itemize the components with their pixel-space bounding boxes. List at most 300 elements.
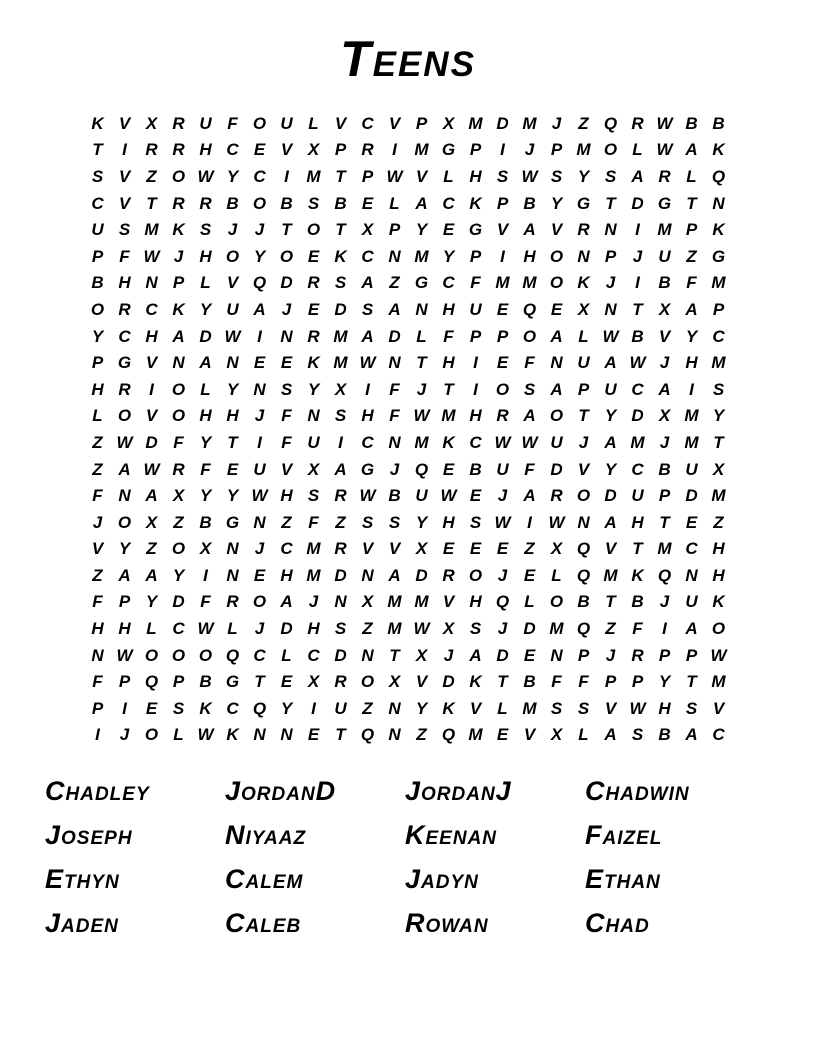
grid-letter-r22-c1: F [92, 672, 103, 692]
grid-letter-r3-c24: Q [711, 166, 726, 186]
grid-letter-r24-c3: O [144, 725, 159, 745]
grid-letter-r22-c5: B [199, 672, 212, 692]
grid-letter-r14-c11: G [360, 459, 375, 479]
grid-letter-r3-c7: C [253, 166, 266, 186]
grid-letter-r10-c6: N [226, 353, 239, 373]
grid-letter-r21-c24: W [710, 645, 727, 665]
grid-letter-r6-c9: E [307, 246, 320, 266]
grid-letter-r2-c16: I [500, 140, 505, 160]
grid-letter-r6-c7: Y [253, 246, 266, 266]
grid-letter-r9-c8: N [280, 326, 293, 346]
grid-letter-r16-c15: S [469, 512, 482, 532]
grid-letter-r17-c23: C [685, 539, 698, 559]
word-list-item: Keenan [405, 820, 498, 851]
grid-letter-r6-c2: F [119, 246, 130, 266]
grid-letter-r12-c23: M [684, 406, 699, 426]
grid-letter-r11-c5: L [200, 379, 211, 399]
grid-letter-r11-c9: Y [307, 379, 320, 399]
word-list-item: Jadyn [405, 864, 479, 895]
grid-letter-r24-c14: Q [441, 725, 456, 745]
grid-letter-r23-c6: C [226, 698, 239, 718]
grid-letter-r13-c13: M [414, 432, 429, 452]
grid-letter-r10-c10: M [333, 353, 348, 373]
grid-letter-r9-c17: O [522, 326, 537, 346]
grid-letter-r15-c6: Y [226, 486, 239, 506]
grid-letter-r8-c14: H [442, 299, 455, 319]
grid-letter-r7-c21: I [635, 273, 640, 293]
grid-letter-r24-c21: S [631, 725, 644, 745]
grid-letter-r18-c9: M [306, 565, 321, 585]
grid-letter-r21-c21: R [631, 645, 644, 665]
grid-letter-r5-c18: V [550, 220, 563, 240]
grid-letter-r13-c3: D [145, 432, 158, 452]
grid-letter-r11-c20: U [604, 379, 617, 399]
grid-letter-r5-c4: K [172, 220, 185, 240]
grid-letter-r14-c24: X [712, 459, 725, 479]
grid-letter-r7-c12: Z [389, 273, 400, 293]
grid-letter-r12-c10: S [334, 406, 347, 426]
grid-letter-r16-c24: Z [713, 512, 724, 532]
word-list-item: Calem [225, 864, 304, 895]
grid-letter-r4-c17: B [523, 193, 536, 213]
grid-letter-r24-c15: M [468, 725, 483, 745]
grid-letter-r13-c19: J [578, 432, 589, 452]
grid-letter-r21-c7: C [253, 645, 266, 665]
grid-letter-r24-c7: N [253, 725, 266, 745]
grid-letter-r11-c18: A [550, 379, 563, 399]
grid-letter-r17-c16: E [496, 539, 509, 559]
grid-letter-r10-c13: T [416, 353, 427, 373]
grid-letter-r14-c8: V [280, 459, 293, 479]
grid-letter-r14-c23: U [685, 459, 698, 479]
grid-letter-r14-c22: B [658, 459, 671, 479]
grid-letter-r7-c9: R [307, 273, 320, 293]
grid-letter-r23-c21: W [629, 698, 646, 718]
grid-letter-r23-c13: Y [415, 698, 428, 718]
grid-letter-r24-c24: C [712, 725, 725, 745]
grid-letter-r15-c16: J [497, 486, 508, 506]
grid-letter-r2-c9: X [307, 140, 320, 160]
grid-letter-r20-c1: H [91, 619, 104, 639]
grid-letter-r13-c23: M [684, 432, 699, 452]
grid-letter-r1-c23: B [685, 113, 698, 133]
grid-letter-r18-c16: J [497, 565, 508, 585]
grid-letter-r11-c19: P [577, 379, 590, 399]
grid-letter-r10-c2: G [117, 353, 132, 373]
grid-letter-r6-c14: Y [442, 246, 455, 266]
grid-letter-r17-c20: V [604, 539, 617, 559]
grid-letter-r5-c6: J [227, 220, 238, 240]
grid-letter-r21-c2: W [116, 645, 133, 665]
grid-letter-r1-c20: Q [603, 113, 618, 133]
grid-letter-r3-c9: M [306, 166, 321, 186]
grid-letter-r5-c2: S [118, 220, 131, 240]
grid-letter-r11-c22: A [658, 379, 671, 399]
grid-letter-r8-c24: P [712, 299, 725, 319]
grid-letter-r14-c5: F [200, 459, 211, 479]
grid-letter-r2-c12: I [392, 140, 397, 160]
grid-letter-r22-c18: F [551, 672, 562, 692]
grid-letter-r16-c22: T [659, 512, 670, 532]
grid-letter-r21-c15: A [469, 645, 482, 665]
grid-letter-r8-c9: E [307, 299, 320, 319]
grid-letter-r22-c17: B [523, 672, 536, 692]
grid-letter-r9-c10: M [333, 326, 348, 346]
word-list-item: Chad [585, 908, 650, 939]
grid-letter-r23-c23: S [685, 698, 698, 718]
grid-letter-r10-c11: W [359, 353, 376, 373]
grid-letter-r23-c4: S [172, 698, 185, 718]
grid-letter-r6-c16: I [500, 246, 505, 266]
grid-letter-r12-c12: F [389, 406, 400, 426]
grid-letter-r24-c19: L [578, 725, 589, 745]
grid-letter-r23-c22: H [658, 698, 671, 718]
grid-letter-r20-c4: C [172, 619, 185, 639]
grid-letter-r5-c8: T [281, 220, 292, 240]
grid-letter-r5-c12: P [388, 220, 401, 240]
grid-letter-r12-c20: Y [604, 406, 617, 426]
grid-letter-r20-c5: W [197, 619, 214, 639]
grid-letter-r2-c8: V [280, 140, 293, 160]
grid-letter-r5-c15: G [468, 220, 483, 240]
grid-letter-r15-c18: R [550, 486, 563, 506]
grid-letter-r18-c15: O [468, 565, 483, 585]
grid-letter-r2-c3: R [145, 140, 158, 160]
grid-letter-r18-c2: A [118, 565, 131, 585]
grid-letter-r8-c12: A [388, 299, 401, 319]
grid-letter-r24-c2: J [119, 725, 130, 745]
grid-letter-r9-c24: C [712, 326, 725, 346]
grid-letter-r21-c13: X [415, 645, 428, 665]
grid-letter-r10-c1: P [91, 353, 104, 373]
grid-letter-r17-c6: N [226, 539, 239, 559]
grid-letter-r9-c22: V [658, 326, 671, 346]
grid-letter-r8-c22: X [658, 299, 671, 319]
grid-letter-r14-c20: Y [604, 459, 617, 479]
grid-letter-r15-c1: F [92, 486, 103, 506]
grid-letter-r24-c12: N [388, 725, 401, 745]
grid-letter-r19-c5: F [200, 592, 211, 612]
grid-letter-r23-c9: I [311, 698, 316, 718]
grid-letter-r6-c6: O [225, 246, 240, 266]
grid-letter-r20-c2: H [118, 619, 131, 639]
grid-letter-r22-c6: G [225, 672, 240, 692]
grid-letter-r7-c24: M [711, 273, 726, 293]
grid-letter-r9-c6: W [224, 326, 241, 346]
grid-letter-r23-c2: I [122, 698, 127, 718]
grid-letter-r11-c4: O [171, 379, 186, 399]
grid-letter-r6-c5: H [199, 246, 212, 266]
grid-letter-r4-c1: C [91, 193, 104, 213]
grid-letter-r7-c2: H [118, 273, 131, 293]
grid-letter-r15-c24: M [711, 486, 726, 506]
grid-letter-r19-c8: A [280, 592, 293, 612]
grid-letter-r14-c18: D [550, 459, 563, 479]
grid-letter-r4-c9: S [307, 193, 320, 213]
grid-letter-r18-c6: N [226, 565, 239, 585]
grid-letter-r9-c23: Y [685, 326, 698, 346]
grid-letter-r10-c14: H [442, 353, 455, 373]
grid-letter-r24-c18: X [550, 725, 563, 745]
grid-letter-r6-c17: H [523, 246, 536, 266]
grid-letter-r3-c13: V [415, 166, 428, 186]
grid-letter-r18-c13: D [415, 565, 428, 585]
grid-letter-r1-c15: M [468, 113, 483, 133]
grid-letter-r22-c4: P [172, 672, 185, 692]
grid-letter-r16-c7: N [253, 512, 266, 532]
grid-letter-r3-c5: W [197, 166, 214, 186]
grid-letter-r8-c2: R [118, 299, 131, 319]
grid-letter-r8-c5: Y [199, 299, 212, 319]
grid-letter-r6-c10: K [334, 246, 347, 266]
grid-letter-r16-c12: S [388, 512, 401, 532]
grid-letter-r17-c13: X [415, 539, 428, 559]
word-list-item: Joseph [45, 820, 133, 851]
grid-letter-r9-c11: A [361, 326, 374, 346]
grid-letter-r14-c9: X [307, 459, 320, 479]
grid-letter-r7-c22: B [658, 273, 671, 293]
grid-letter-r23-c10: U [334, 698, 347, 718]
grid-letter-r4-c21: D [631, 193, 644, 213]
grid-letter-r15-c14: W [440, 486, 457, 506]
grid-letter-r22-c23: T [686, 672, 697, 692]
grid-letter-r20-c24: O [711, 619, 726, 639]
grid-letter-r15-c2: N [118, 486, 131, 506]
grid-letter-r19-c18: O [549, 592, 564, 612]
grid-letter-r16-c3: X [145, 512, 158, 532]
grid-letter-r12-c14: M [441, 406, 456, 426]
grid-letter-r7-c17: M [522, 273, 537, 293]
grid-letter-r16-c5: B [199, 512, 212, 532]
grid-letter-r21-c14: J [443, 645, 454, 665]
grid-letter-r16-c1: J [92, 512, 103, 532]
grid-letter-r14-c14: E [442, 459, 455, 479]
grid-letter-r20-c10: S [334, 619, 347, 639]
grid-letter-r13-c4: F [173, 432, 184, 452]
grid-letter-r12-c11: H [361, 406, 374, 426]
grid-letter-r3-c18: S [550, 166, 563, 186]
grid-letter-r7-c15: F [470, 273, 481, 293]
grid-letter-r10-c21: W [629, 353, 646, 373]
grid-letter-r15-c20: D [604, 486, 617, 506]
grid-letter-r19-c21: B [631, 592, 644, 612]
word-list-item: JordanJ [405, 776, 512, 807]
grid-letter-r18-c18: L [551, 565, 562, 585]
grid-letter-r8-c13: N [415, 299, 428, 319]
grid-letter-r19-c4: D [172, 592, 185, 612]
grid-letter-r15-c23: D [685, 486, 698, 506]
grid-letter-r13-c24: T [713, 432, 724, 452]
grid-letter-r7-c4: P [172, 273, 185, 293]
grid-letter-r19-c15: H [469, 592, 482, 612]
grid-letter-r23-c5: K [199, 698, 212, 718]
grid-letter-r7-c6: V [226, 273, 239, 293]
grid-letter-r7-c10: S [334, 273, 347, 293]
grid-letter-r20-c8: D [280, 619, 293, 639]
grid-letter-r9-c18: A [550, 326, 563, 346]
grid-letter-r7-c23: F [686, 273, 697, 293]
grid-letter-r15-c7: W [251, 486, 268, 506]
grid-letter-r13-c18: U [550, 432, 563, 452]
grid-letter-r15-c22: P [658, 486, 671, 506]
grid-letter-r11-c13: J [416, 379, 427, 399]
grid-letter-r11-c21: C [631, 379, 644, 399]
grid-letter-r17-c19: Q [576, 539, 591, 559]
grid-letter-r4-c12: L [389, 193, 400, 213]
grid-letter-r2-c19: M [576, 140, 591, 160]
grid-letter-r20-c18: M [549, 619, 564, 639]
grid-letter-r1-c1: K [91, 113, 104, 133]
grid-letter-r5-c10: T [335, 220, 346, 240]
grid-letter-r16-c20: A [604, 512, 617, 532]
grid-letter-r6-c22: U [658, 246, 671, 266]
grid-letter-r15-c11: W [359, 486, 376, 506]
grid-letter-r5-c11: X [361, 220, 374, 240]
grid-letter-r23-c15: V [469, 698, 482, 718]
grid-letter-r18-c7: E [253, 565, 266, 585]
grid-letter-r21-c6: Q [225, 645, 240, 665]
grid-letter-r17-c11: V [361, 539, 374, 559]
grid-letter-r17-c9: M [306, 539, 321, 559]
grid-letter-r11-c16: O [495, 379, 510, 399]
grid-letter-r19-c22: J [659, 592, 670, 612]
grid-letter-r19-c19: B [577, 592, 590, 612]
grid-letter-r23-c12: N [388, 698, 401, 718]
grid-letter-r12-c5: H [199, 406, 212, 426]
grid-letter-r9-c4: A [172, 326, 185, 346]
grid-letter-r9-c19: L [578, 326, 589, 346]
grid-letter-r24-c1: I [95, 725, 100, 745]
grid-letter-r19-c2: P [118, 592, 131, 612]
grid-letter-r1-c5: U [199, 113, 212, 133]
grid-letter-r3-c22: R [658, 166, 671, 186]
word-list-item: Ethan [585, 864, 661, 895]
word-list-item: Jaden [45, 908, 119, 939]
grid-letter-r9-c7: I [257, 326, 262, 346]
grid-letter-r23-c16: L [497, 698, 508, 718]
grid-letter-r4-c16: P [496, 193, 509, 213]
grid-letter-r11-c17: S [523, 379, 536, 399]
grid-letter-r24-c8: N [280, 725, 293, 745]
grid-letter-r16-c6: G [225, 512, 240, 532]
grid-letter-r19-c11: X [361, 592, 374, 612]
grid-letter-r21-c16: D [496, 645, 509, 665]
grid-letter-r17-c10: R [334, 539, 347, 559]
grid-letter-r4-c2: V [118, 193, 131, 213]
grid-letter-r4-c11: E [361, 193, 374, 213]
grid-letter-r9-c2: C [118, 326, 131, 346]
grid-letter-r1-c3: X [145, 113, 158, 133]
grid-letter-r12-c16: R [496, 406, 509, 426]
grid-letter-r17-c14: E [442, 539, 455, 559]
grid-letter-r11-c6: Y [226, 379, 239, 399]
grid-letter-r13-c8: F [281, 432, 292, 452]
grid-letter-r7-c7: Q [252, 273, 267, 293]
grid-letter-r3-c1: S [91, 166, 104, 186]
grid-letter-r23-c14: K [442, 698, 455, 718]
grid-letter-r13-c10: I [338, 432, 343, 452]
grid-letter-r5-c21: I [635, 220, 640, 240]
grid-letter-r14-c7: U [253, 459, 266, 479]
grid-letter-r2-c6: C [226, 140, 239, 160]
grid-letter-r13-c2: W [116, 432, 133, 452]
grid-letter-r11-c11: I [365, 379, 370, 399]
grid-letter-r15-c8: H [280, 486, 293, 506]
grid-letter-r9-c1: Y [91, 326, 104, 346]
grid-letter-r8-c11: S [361, 299, 374, 319]
grid-letter-r8-c7: A [253, 299, 266, 319]
grid-letter-r11-c7: N [253, 379, 266, 399]
grid-letter-r16-c2: O [117, 512, 132, 532]
grid-letter-r19-c20: T [605, 592, 616, 612]
grid-letter-r17-c18: X [550, 539, 563, 559]
grid-letter-r14-c12: J [389, 459, 400, 479]
grid-letter-r3-c14: L [443, 166, 454, 186]
grid-letter-r7-c20: J [605, 273, 616, 293]
grid-letter-r19-c14: V [442, 592, 455, 612]
word-list [45, 778, 771, 937]
grid-letter-r6-c1: P [91, 246, 104, 266]
grid-letter-r15-c17: A [523, 486, 536, 506]
grid-letter-r6-c4: J [173, 246, 184, 266]
grid-letter-r2-c17: J [524, 140, 535, 160]
grid-letter-r6-c18: O [549, 246, 564, 266]
grid-letter-r16-c21: H [631, 512, 644, 532]
grid-letter-r11-c3: I [149, 379, 154, 399]
grid-letter-r18-c14: R [442, 565, 455, 585]
grid-letter-r12-c4: O [171, 406, 186, 426]
grid-letter-r4-c23: T [686, 193, 697, 213]
grid-letter-r18-c17: E [523, 565, 536, 585]
grid-letter-r22-c14: D [442, 672, 455, 692]
grid-letter-r3-c17: W [521, 166, 538, 186]
grid-letter-r19-c24: K [712, 592, 725, 612]
grid-letter-r12-c21: D [631, 406, 644, 426]
grid-letter-r10-c12: N [388, 353, 401, 373]
grid-letter-r2-c24: K [712, 140, 725, 160]
grid-letter-r6-c23: Z [686, 246, 697, 266]
grid-letter-r6-c19: N [577, 246, 590, 266]
grid-letter-r11-c1: H [91, 379, 104, 399]
grid-letter-r23-c17: M [522, 698, 537, 718]
grid-letter-r19-c9: J [308, 592, 319, 612]
grid-letter-r2-c10: P [334, 140, 347, 160]
grid-letter-r16-c17: I [527, 512, 532, 532]
grid-letter-r20-c12: M [387, 619, 402, 639]
grid-letter-r8-c4: K [172, 299, 185, 319]
grid-letter-r10-c24: M [711, 353, 726, 373]
grid-letter-r11-c8: S [280, 379, 293, 399]
grid-letter-r2-c15: P [469, 140, 482, 160]
grid-letter-r9-c20: W [602, 326, 619, 346]
grid-letter-r18-c10: D [334, 565, 347, 585]
grid-letter-r12-c18: O [549, 406, 564, 426]
grid-letter-r13-c20: A [604, 432, 617, 452]
grid-letter-r9-c16: P [496, 326, 509, 346]
grid-letter-r5-c19: R [577, 220, 590, 240]
grid-letter-r21-c19: P [577, 645, 590, 665]
grid-letter-r24-c16: E [496, 725, 509, 745]
grid-letter-r21-c9: C [307, 645, 320, 665]
word-list-item: Chadwin [585, 776, 690, 807]
grid-letter-r1-c19: Z [578, 113, 589, 133]
grid-letter-r16-c10: Z [335, 512, 346, 532]
grid-letter-r10-c8: E [280, 353, 293, 373]
grid-letter-r15-c12: B [388, 486, 401, 506]
grid-letter-r1-c9: L [308, 113, 319, 133]
grid-letter-r6-c8: O [279, 246, 294, 266]
grid-letter-r5-c24: K [712, 220, 725, 240]
